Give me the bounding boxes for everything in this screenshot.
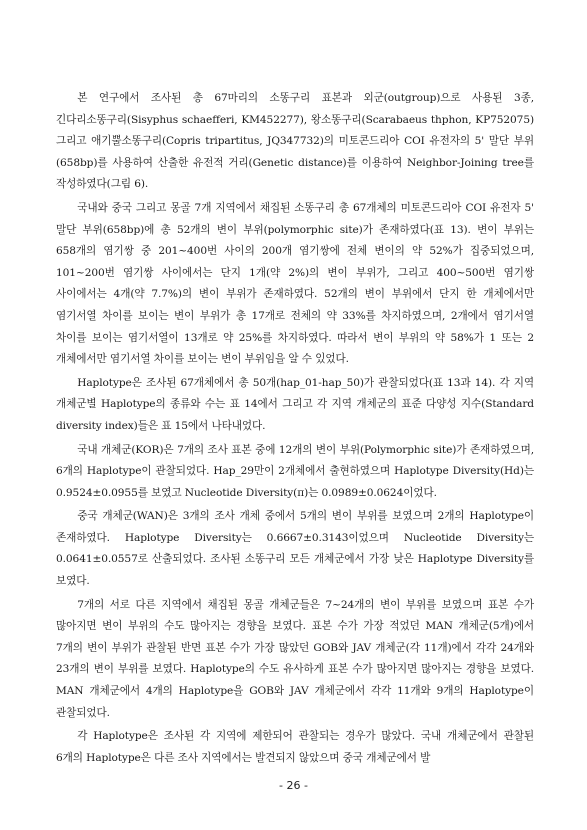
paragraph-haplotype-count: Haplotype은 조사된 67개체에서 총 50개(hap_01-hap_50)가 관찰되었다(표 13과 14). 각 지역 개체군별 Haplotype의 종류와 수는 표 14에서 그리고 각 지역 개체군의 표준 다양성 지수(Standard diversity index)들은 표 15에서 나타내었다. <box>56 376 534 432</box>
paragraph-neighbor-joining-tree: 본 연구에서 조사된 총 67마리의 소똥구리 표본과 외군(outgroup)으로 사용된 3종, 긴다리소똥구리(Sisyphus schaefferi, KM452277), 왕소똥구리(Scarabaeus thphon, KP752075) 그리고 애기뿔소똥구리(Copris tripartitus, JQ347732)의 미토콘드리아 COI 유전자의 5' 말단 부위(658bp)를 사용하여 산출한 유전적 거리(Genetic distance)를 이용하여 Neighbor-Joining tree를 작성하였다(그림 6). <box>56 92 534 191</box>
document-body <box>56 88 534 771</box>
paragraph-polymorphic-sites: 국내와 중국 그리고 몽골 7개 지역에서 채집된 소똥구리 총 67개체의 미토콘드리아 COI 유전자 5' 말단 부위(658bp)에 총 52개의 변이 부위(polymorphic site)가 존재하였다(표 13). 변이 부위는 658개의 염기쌍 중 201~400번 사이의 200개 염기쌍에 전체 변이의 약 52%가 집중되었으며, 101~200번 염기쌍 사이에서는 단지 1개(약 2%)의 변이 부위가, 그리고 400~500번 염기쌍 사이에서는 4개(약 7.7%)의 변이 부위가 존재하였다. 52개의 변이 부위에서 단지 한 개체에서만 염기서열 차이를 보이는 변이 부위가 총 17개로 전체의 약 33%를 차지하였으며, 2개에서 염기서열 차이를 보이는 염기서열이 13개로 약 25%를 차지하였다. 따라서 변이 부위의 약 58%가 1 또는 2 개체에서만 염기서열 차이를 보이는 변이 부위임을 알 수 있었다. <box>56 201 534 366</box>
paragraph-china-population: 중국 개체군(WAN)은 3개의 조사 개체 중에서 5개의 변이 부위를 보였으며 2개의 Haplotype이 존재하였다. Haplotype Diversity는 0.6667±0.3143이었으며 Nucleotide Diversity는 0.0641±0.0557로 산출되었다. 조사된 소똥구리 모든 개체군에서 가장 낮은 Haplotype Diversity를 보였다. <box>56 510 534 588</box>
page-number: - 26 - <box>279 779 308 792</box>
paragraph-korea-population: 국내 개체군(KOR)은 7개의 조사 표본 중에 12개의 변이 부위(Polymorphic site)가 존재하였으며, 6개의 Haplotype이 관찰되었다. Hap_29만이 2개체에서 출현하였으며 Haplotype Diversity(Hd)는 0.9524±0.0955를 보였고 Nucleotide Diversity(π)는 0.0989±0.0624이었다. <box>56 443 534 499</box>
paragraph-mongolia-populations: 7개의 서로 다른 지역에서 채집된 몽골 개체군들은 7~24개의 변이 부위를 보였으며 표본 수가 많아지면 변이 부위의 수도 많아지는 경향을 보였다. 표본 수가 가장 적었던 MAN 개체군(5개)에서 7개의 변이 부위가 관찰된 반면 표본 수가 가장 많았던 GOB와 JAV 개체군(각 11개)에서 각각 24개와 23개의 변이 부위를 보였다. Haplotype의 수도 유사하게 표본 수가 많아지면 많아지는 경향을 보였다. MAN 개체군에서 4개의 Haplotype을 GOB와 JAV 개체군에서 각각 11개와 9개의 Haplotype이 관찰되었다. <box>56 598 534 719</box>
paragraph-haplotype-distribution: 각 Haplotype은 조사된 각 지역에 제한되어 관찰되는 경우가 많았다. 국내 개체군에서 관찰된 6개의 Haplotype은 다른 조사 지역에서는 발견되지 않았으며 중국 개체군에서 발 <box>56 730 534 764</box>
